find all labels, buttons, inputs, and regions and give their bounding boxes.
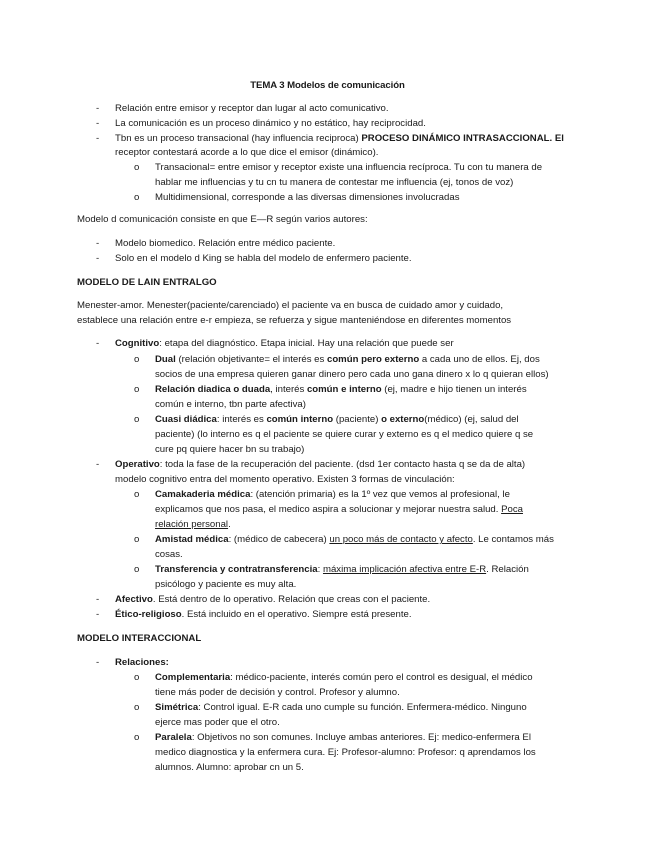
intro-line-2: La comunicación es un proceso dinámico y no estático, hay reciprocidad.	[115, 118, 426, 129]
circle-bullet: o	[134, 564, 140, 575]
camaraderia-item-cont-1: explicamos que nos pasa, el medico aspira a solucionar y mejorar nuestra salud. Poca	[155, 504, 523, 515]
circle-bullet: o	[134, 702, 140, 713]
paralela-item-cont-2: alumnos. Alumno: aprobar cn un 5.	[155, 762, 304, 773]
cognitivo-item: Cognitivo: etapa del diagnóstico. Etapa inicial. Hay una relación que puede ser	[115, 338, 454, 349]
autor-2: Solo en el modelo d King se habla del modelo de enfermero paciente.	[115, 253, 412, 264]
lain-para-1: Menester-amor. Menester(paciente/carenciado) el paciente va en busca de cuidado amor y cuidado,	[77, 300, 504, 311]
diadica-item-cont: común e interno, tbn parte afectiva)	[155, 399, 306, 410]
document-title: TEMA 3 Modelos de comunicación	[250, 80, 405, 91]
intro-sub-1: Transacional= entre emisor y receptor existe una influencia recíproca. Tu con tu manera de	[155, 162, 543, 173]
simetrica-item-cont: ejerce mas poder que el otro.	[155, 717, 280, 728]
intro-line-3: Tbn es un proceso transacional (hay influencia reciproca) PROCESO DINÁMICO INTRASACCIONAL. El	[115, 133, 564, 144]
heading-lain: MODELO DE LAIN ENTRALGO	[77, 277, 217, 288]
heading-interaccional: MODELO INTERACCIONAL	[77, 633, 202, 644]
circle-bullet: o	[134, 162, 140, 173]
dash-bullet: -	[96, 459, 100, 470]
dash-bullet: -	[96, 103, 100, 114]
amistad-item-cont: cosas.	[155, 549, 183, 560]
afectivo-item: Afectivo. Está dentro de lo operativo. Relación que creas con el paciente.	[115, 594, 431, 605]
operativo-item: Operativo: toda la fase de la recuperación del paciente. (dsd 1er contacto hasta q se da de alta)	[115, 459, 526, 470]
simetrica-item: Simétrica: Control igual. E-R cada uno cumple su función. Enfermera-médico. Ninguno	[155, 702, 527, 713]
relaciones-label: Relaciones:	[115, 657, 169, 668]
circle-bullet: o	[134, 192, 140, 203]
paralela-item: Paralela: Objetivos no son comunes. Incluye ambas anteriores. Ej: medico-enfermera El	[155, 732, 531, 743]
transferencia-item-cont: psicólogo y paciente es muy alta.	[155, 579, 297, 590]
operativo-item-cont: modelo cognitivo entra del momento operativo. Existen 3 formas de vinculación:	[115, 474, 455, 485]
transferencia-item: Transferencia y contratransferencia: máxima implicación afectiva entre E-R. Relación	[155, 564, 529, 575]
dash-bullet: -	[96, 253, 100, 264]
cuasi-item-cont-1: paciente) (lo interno es q el paciente se quiere curar y externo es q el medico quiere q se	[155, 429, 534, 440]
dash-bullet: -	[96, 118, 100, 129]
camaraderia-item-cont-2: relación personal.	[155, 519, 231, 530]
amistad-item: Amistad médica: (médico de cabecera) un poco más de contacto y afecto. Le contamos más	[155, 534, 554, 545]
intro-sub-1-cont: hablar me influencias y tu cn tu manera de contestar me influencia (ej, tonos de voz)	[155, 177, 514, 188]
circle-bullet: o	[134, 489, 140, 500]
dash-bullet: -	[96, 609, 100, 620]
dash-bullet: -	[96, 594, 100, 605]
circle-bullet: o	[134, 672, 140, 683]
intro-line-3-cont: receptor contestará acorde a lo que dice el emisor (dinámico).	[115, 147, 379, 158]
dual-item: Dual (relación objetivante= el interés es común pero externo a cada uno de ellos. Ej, dos	[155, 354, 540, 365]
paralela-item-cont-1: medico diagnostica y la enfermera cura. Ej: Profesor-alumno: Profesor: q aprendamos los	[155, 747, 536, 758]
camaraderia-item: Camakaderia médica: (atención primaria) es la 1º vez que vemos al profesional, le	[155, 489, 510, 500]
dash-bullet: -	[96, 338, 100, 349]
dash-bullet: -	[96, 133, 100, 144]
circle-bullet: o	[134, 732, 140, 743]
autor-1: Modelo biomedico. Relación entre médico paciente.	[115, 238, 336, 249]
modelo-intro: Modelo d comunicación consiste en que E—R según varios autores:	[77, 214, 368, 225]
diadica-item: Relación diadica o duada, interés común e interno (ej, madre e hijo tienen un interés	[155, 384, 527, 395]
circle-bullet: o	[134, 384, 140, 395]
complementaria-item-cont: tiene más poder de decisión y control. Profesor y alumno.	[155, 687, 400, 698]
dash-bullet: -	[96, 238, 100, 249]
circle-bullet: o	[134, 354, 140, 365]
intro-sub-2: Multidimensional, corresponde a las diversas dimensiones involucradas	[155, 192, 460, 203]
intro-line-1: Relación entre emisor y receptor dan lugar al acto comunicativo.	[115, 103, 389, 114]
cuasi-item-cont-2: cure pq quiere hacer bn su trabajo)	[155, 444, 305, 455]
complementaria-item: Complementaria: médico-paciente, interés común pero el control es desigual, el médico	[155, 672, 533, 683]
dash-bullet: -	[96, 657, 100, 668]
lain-para-2: establece una relación entre e-r empieza, se refuerza y sigue manteniéndose en diferentes momentos	[77, 315, 512, 326]
dual-item-cont: socios de una empresa quieren ganar dinero pero cada uno gana dinero x lo q quieran ellos)	[155, 369, 549, 380]
circle-bullet: o	[134, 534, 140, 545]
cuasi-item: Cuasi diádica: interés es común interno (paciente) o externo(médico) (ej, salud del	[155, 414, 519, 425]
circle-bullet: o	[134, 414, 140, 425]
etico-item: Ético-religioso. Está incluido en el operativo. Siempre está presente.	[115, 609, 412, 620]
